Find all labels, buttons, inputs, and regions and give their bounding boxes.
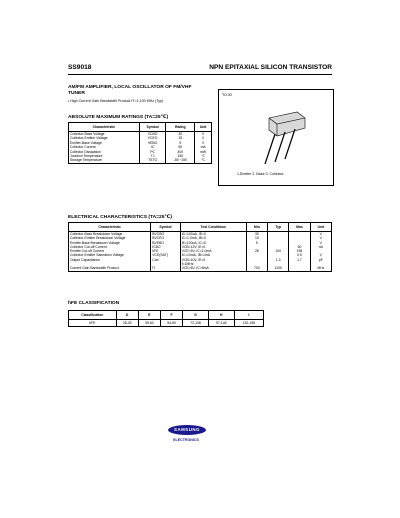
col-header: H xyxy=(208,311,234,320)
package-drawing-box xyxy=(218,89,334,186)
hfe-cell: 97-146 xyxy=(208,320,234,327)
hfe-table xyxy=(68,310,264,327)
unit-cell: V V V mA mW ℃ ℃ xyxy=(195,132,212,164)
rating-cell: 30 15 5 50 400 150 -55 ~150 xyxy=(166,132,195,164)
unit-cell: V V V nA V pF MHz xyxy=(310,232,331,272)
abs-max-table xyxy=(68,122,212,164)
hfe-cell: 39-60 xyxy=(138,320,160,327)
condition-cell: IC=100uA, IE=0 IC=1.0mA, IB=0 IE=100uA, IC=0 VCB=12V, IE=0 VCE=5V, IC=1.0mA IC=10mA, IB=1mA VCB=10V, IE=0 f=1MHz VCE=5V, IC=5mA xyxy=(180,232,246,272)
hfe-cell: 132-198 xyxy=(234,320,263,327)
pin-caption: 1.Emitter 2. Base 3. Collector xyxy=(237,172,284,176)
col-header: I xyxy=(234,311,263,320)
col-header: Unit xyxy=(195,123,212,132)
elec-heading: ELECTRICAL CHARACTERISTICS (TA=25℃) xyxy=(68,215,172,220)
col-header: Characteristic xyxy=(69,123,140,132)
col-header: Symbol xyxy=(139,123,166,132)
col-header: Classification xyxy=(69,311,117,320)
hfe-cell: 54-80 xyxy=(160,320,182,327)
col-header: Min xyxy=(246,223,267,232)
col-header: G xyxy=(183,311,209,320)
application-text: AM/FM AMPLIFIER, LOCAL OSCILLATOR OF FM/VHF TUNER xyxy=(68,85,192,96)
col-header: Unit xyxy=(310,223,331,232)
to92-package-illustration xyxy=(219,90,333,185)
col-header: Rating xyxy=(166,123,195,132)
samsung-logo: SAMSUNG xyxy=(168,425,206,435)
abs-max-heading: ABSOLUTE MAXIMUM RATINGS (TA=25℃) xyxy=(68,115,169,120)
hfe-cell: 72-108 xyxy=(183,320,209,327)
min-cell: 30 15 5 28 700 xyxy=(246,232,267,272)
char-cell: Collector-Base Voltage Collector-Emitter Voltage Emitter-Base Voltage Collector Current Collector Dissipation Junction Temperature Storage Temperature xyxy=(69,132,140,164)
col-header: Characteristic xyxy=(69,223,151,232)
feature-text: • High Current Gain Bandwidth Product fT=1,100 MHz (Typ) xyxy=(68,99,164,103)
col-header: E xyxy=(138,311,160,320)
logo-subtitle: ELECTRONICS xyxy=(173,438,199,442)
symbol-cell: VCBO VCEO VEBO IC PC TJ TSTG xyxy=(139,132,166,164)
page-title: NPN EPITAXIAL SILICON TRANSISTOR xyxy=(209,64,332,71)
col-header: Test Conditions xyxy=(180,223,246,232)
elec-table xyxy=(68,222,332,272)
max-cell: 50 198 0.5 1.7 xyxy=(289,232,310,272)
col-header: Symbol xyxy=(151,223,180,232)
hfe-cell: hFE xyxy=(69,320,117,327)
col-header: Max xyxy=(289,223,310,232)
package-label: TO-92 xyxy=(222,93,233,97)
hfe-heading: hFE CLASSIFICATION xyxy=(68,301,120,306)
header-rule xyxy=(68,74,332,75)
col-header: F xyxy=(160,311,182,320)
char-cell: Collector-Base Breakdown Voltage Collector-Emitter Breakdown Voltage Emitter-Base Breakdown Voltage Collector Cut-off Current Emitter Cut-off Current Collector-Emitter Saturation Voltage Output Capacitance Current Gain Bandwidth Product xyxy=(69,232,151,272)
col-header: Typ xyxy=(268,223,289,232)
hfe-cell: 28-45 xyxy=(116,320,138,327)
symbol-cell: BVCBO BVCEO BVEBO ICBO hFE VCE(SAT) Cob fT xyxy=(151,232,180,272)
col-header: D xyxy=(116,311,138,320)
typ-cell: 100 1.3 1100 xyxy=(268,232,289,272)
part-number: SS9018 xyxy=(68,64,92,71)
